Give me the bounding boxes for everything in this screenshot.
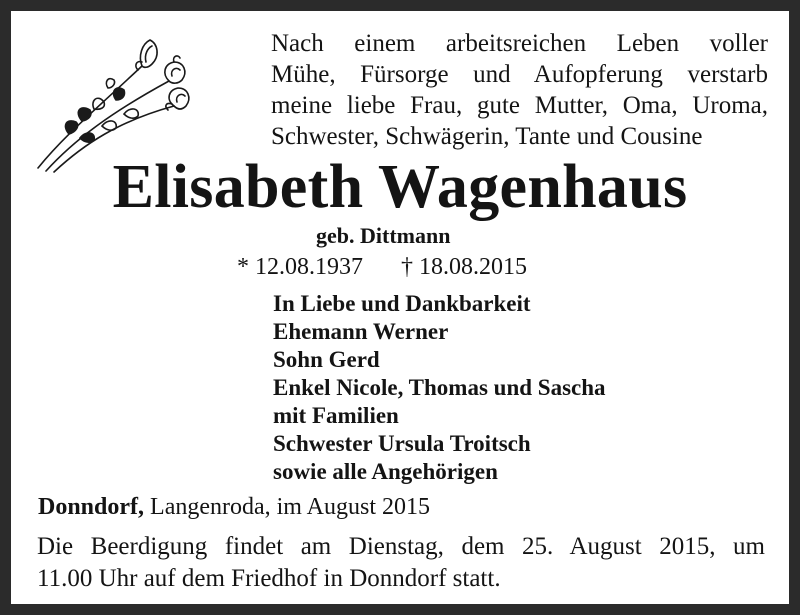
place-date-line [38, 493, 430, 522]
mourner-line: Schwester Ursula Troitsch [273, 431, 531, 456]
mourner-line: sowie alle Angehörigen [273, 459, 498, 484]
funeral-line: 11.00 Uhr auf dem Friedhof in Donndorf statt. [37, 565, 501, 592]
intro-line: Mühe, Fürsorge und Aufopferung verstarb [271, 61, 768, 88]
intro-line: Nach einem arbeitsreichen Leben voller [271, 30, 768, 57]
funeral-line: Die Beerdigung findet am Dienstag, dem 25. August 2015, um [37, 533, 765, 560]
funeral-info [37, 531, 765, 595]
mourner-line: Enkel Nicole, Thomas und Sascha [273, 375, 606, 400]
intro-line: meine liebe Frau, gute Mutter, Oma, Uroma, [271, 92, 768, 119]
death-date: † 18.08.2015 [401, 254, 527, 280]
mourners-list [273, 290, 606, 486]
mourner-line: In Liebe und Dankbarkeit [273, 291, 531, 316]
place-date: Langenroda, im August 2015 [144, 494, 430, 520]
mourner-line: Sohn Gerd [273, 347, 380, 372]
life-dates [237, 253, 527, 281]
mourner-line: Ehemann Werner [273, 319, 449, 344]
deceased-name: Elisabeth Wagenhaus [112, 153, 688, 221]
birth-date: * 12.08.1937 [237, 254, 363, 280]
mourner-line: mit Familien [273, 403, 399, 428]
place-name: Donndorf, [38, 494, 145, 520]
maiden-name: geb. Dittmann [316, 223, 451, 248]
intro-line: Schwester, Schwägerin, Tante und Cousine [271, 123, 703, 150]
intro-text [271, 28, 768, 152]
